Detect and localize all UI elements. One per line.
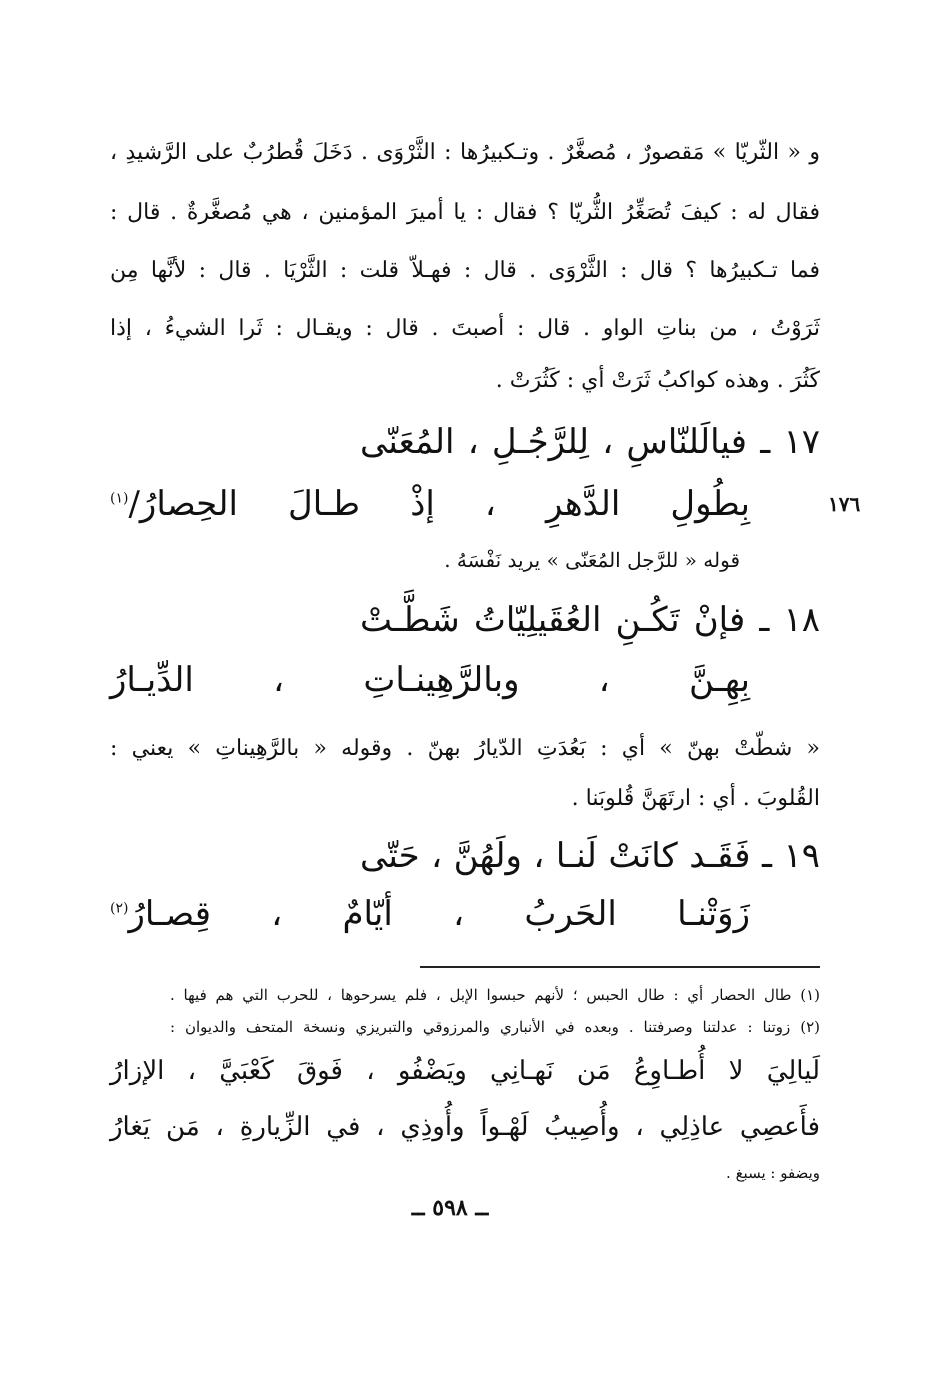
verse-17-second-hemistich (110, 484, 750, 524)
verse-19-second-text: زَوَتْنـا الحَربُ ، أيّامٌ ، قِصـارُ (128, 894, 750, 934)
verse-17-second-text: بِطُولِ الدَّهرِ ، إذْ طـالَ الحِصارُ/ (128, 484, 750, 524)
commentary-17: قوله « للرَّجل المُعَنّى » يريد نَفْسَهُ . (444, 548, 740, 572)
prose-line-3: فما تـكبيرُها ؟ قال : الثَّرْوَى . قال : فهـلاّ قلت : الثَّرْيَا . قال : لأنَّها مِن (110, 258, 820, 283)
footnote-gloss: ويضفو : يسبغ . (726, 1164, 820, 1182)
prose-line-1: و « الثّريّا » مَقصورٌ ، مُصغَّرٌ . وتـكبيرُها : الثَّرْوَى . دَخَلَ قُطرُبٌ على الرَّشيدِ ، (110, 140, 820, 165)
prose-line-5: كَثُرَ . وهذه كواكبُ ثَرَتْ أي : كَثُرَتْ . (495, 368, 820, 393)
footnote-1: (١) طال الحصار أي : طال الحبس ؛ لأنهم حبسوا الإبل ، فلم يسرحوها ، للحرب التي هم فيها . (170, 986, 820, 1004)
prose-line-4: ثَرَوْتُ ، من بناتِ الواو . قال : أصبتَ . قال : ويقـال : ثَرا الشيءُ ، إذا (110, 316, 820, 341)
footnote-2: (٢) زوتنا : عدلتنا وصرفتنا . وبعده في الأنباري والمرزوقي والتبريزي ونسخة المتحف والديوان : (170, 1018, 820, 1036)
commentary-18-line-2: القُلوبَ . أي : ارتَهَنَّ قُلوبَنا . (571, 786, 820, 811)
verse-19-second-hemistich (110, 894, 750, 934)
footnote-verse-1: لَيالِيَ لا أُطـاوِعُ مَن نَهـانِي ويَضْفُو ، فَوقَ كَعْبَيَّ ، الإزارُ (110, 1056, 820, 1086)
footnote-ref-1: (١) (110, 490, 129, 507)
prose-line-2: فقال له : كيفَ تُصَغِّرُ الثُّريّا ؟ فقال : يا أميرَ المؤمنين ، هي مُصغَّرةٌ . قال : (110, 200, 820, 225)
footnote-ref-2: (٢) (110, 900, 129, 917)
verse-17-first-hemistich: ١٧ ـ فيالَلنّاسِ ، لِلرَّجُـلِ ، المُعَنّى (360, 422, 820, 462)
page-number: ــ ٥٩٨ ــ (411, 1195, 489, 1221)
commentary-18-line-1: « شطّتْ بهنّ » أي : بَعُدَتِ الدّيارُ بهنّ . وقوله « بالرَّهِيناتِ » يعني : (110, 736, 820, 761)
verse-19-first-hemistich: ١٩ ـ فَقَـد كانَتْ لَنـا ، ولَهُنَّ ، حَتّى (360, 836, 820, 876)
margin-page-number: ١٧٦ (828, 492, 861, 516)
footnote-verse-2: فأَعصِي عاذِلِي ، وأُصِيبُ لَهْـواً وأُوذِي ، في الزِّيارةِ ، مَن يَغارُ (110, 1112, 820, 1142)
verse-18-first-hemistich: ١٨ ـ فإنْ تَكُـنِ العُقَيلِيّاتُ شَطَّـتْ (360, 600, 820, 640)
verse-18-second-hemistich: بِهِـنَّ ، وبالرَّهِينـاتِ ، الدِّيـارُ (110, 660, 750, 700)
footnote-separator (420, 966, 820, 968)
